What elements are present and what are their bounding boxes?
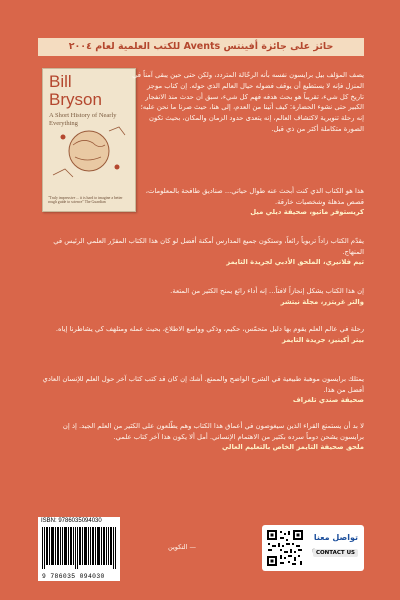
review-source: بيتر أكينيز، جريدة التايمز (281, 335, 364, 344)
cover-author-last: Bryson (49, 90, 102, 109)
isbn-label: ISBN: 9786035094030 (41, 518, 102, 524)
review-quote: يقدّم الكتاب زاداً تربوياً رائعاً، وستكون جميع المدارس أمكنة أفضل لو كان هذا الكتاب المقرّر العلمي الرئيس في المنهاج. (53, 237, 364, 256)
book-description: يصف المؤلف بيل برايسون نفسه بأنه الرحّالة المتردد، ولكن حتى حين يبقى آمناً في المنزل فإنه لا يستطيع أن يوقف فضوله حيال العالم الذي حوله. إن كتاب موجز تاريخ كل شيء، تقريباً هو بحث هدفه فهم كل شيء، سبق أن حدث منذ الانفجار الكبير حتى نشوء الحضارة: كيف أتينا من العدم، إلى هنا، حيث صرنا ما نحن عليه؛ إنه رحلة تنويرية لاكتشاف العالم، إنه يتعدى حدود الزمان والمكان، بحيث تكون الصورة متكاملة أكثر من ذي قبل. (132, 71, 364, 133)
review-quote: لا بد أن يستمتع القراء الذين سيغوصون في أعماق هذا الكتاب وهم يطّلعون على الكثير من العلم الجيد. إذ إن برايسون يشحن دوماً سرده بكثير من الاهتمام الإنساني. أمل ألا يكون هذا آخر كتاب علمي. (62, 422, 364, 441)
contact-label: تواصل معنا (313, 533, 358, 542)
review-quote: يمتلك برايسون موهبة طبيعية في الشرح الواضح والممتع. أشك إن كان قد كتب كتاب آخر حول العلم للإنسان العادي أفضل من هذا. (42, 375, 364, 394)
globe-illustration-icon (43, 119, 135, 189)
review-1 (132, 186, 364, 218)
review-3 (38, 286, 364, 307)
cover-quote: "Truly impressive ... it is hard to imagine a better rough guide to science" The Guardian (48, 195, 123, 205)
contact-us-button[interactable]: CONTACT US (313, 549, 358, 557)
contact-us-box[interactable] (262, 525, 364, 571)
book-cover-thumbnail (42, 68, 136, 212)
review-2 (38, 236, 364, 268)
cover-title: A Short History of Nearly Everything (49, 112, 117, 127)
award-banner: حائز على جائزة أفينتس Avents للكتب العلمية لعام ٢٠٠٤ (38, 38, 364, 56)
review-source: كريستوفر ماثيو، صحيفة ديلي ميل (250, 208, 364, 217)
review-quote: هذا هو الكتاب الذي كنت أبحث عنه طوال حياتي... صناديق طافحة بالمعلومات، قصص مذهلة وشخصيات خارقة. (145, 187, 364, 206)
cover-author (49, 73, 135, 109)
cover-author-first: Bill (49, 72, 72, 91)
qr-code-icon[interactable] (266, 529, 304, 567)
review-quote: إن هذا الكتاب يشكل إنجازاً لافتاً... إنه أداء رائع يمنح الكثير من المتعة. (170, 287, 364, 295)
review-source: تيم فلانيري، الملحق الأدبي لجريدة التايمز (226, 258, 364, 267)
review-quote: رحلة في عالم العلم يقوم بها دليل متحمّس، حكيم، وذكي وواسع الاطلاع، بحيث عمله ومتلهف كي يشاطرنا إياه. (55, 325, 364, 333)
review-source: والتر غريتزر، مجلة نيتشر (280, 297, 364, 306)
review-source: ملحق صحيفة التايمز الخاص بالتعليم العالي (222, 443, 364, 452)
review-6 (38, 421, 364, 453)
publisher-logo: — التكوين (168, 543, 197, 551)
barcode-icon (42, 527, 116, 569)
isbn-barcode (38, 517, 120, 581)
review-source: صحيفة صندي تلغراف (292, 396, 364, 405)
review-5 (38, 374, 364, 406)
barcode-digits: 9 786035 094030 (42, 573, 105, 580)
review-4 (38, 324, 364, 345)
